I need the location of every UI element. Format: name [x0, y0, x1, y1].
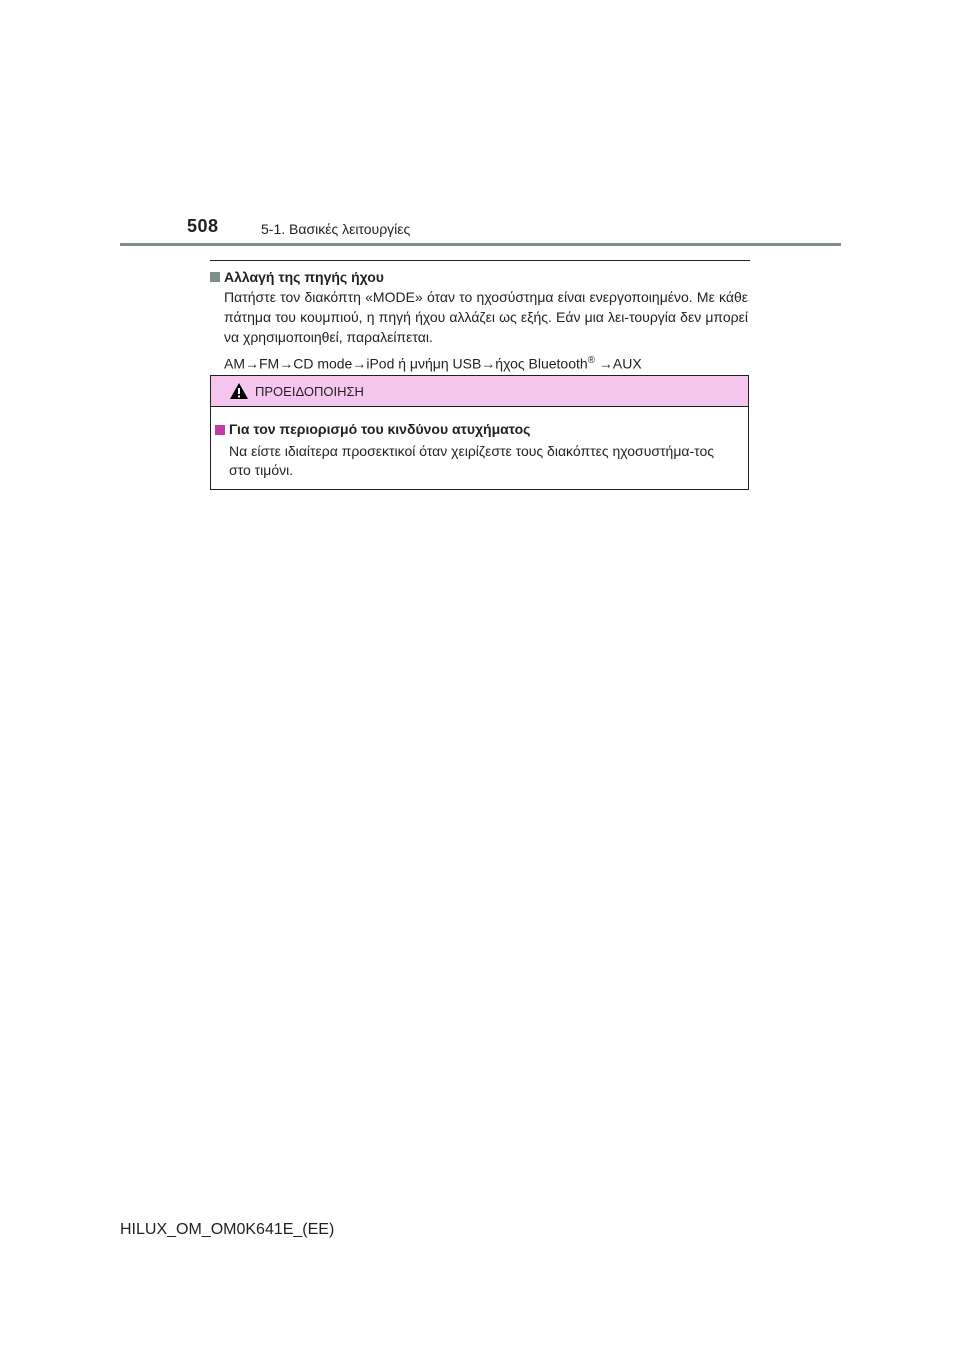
source-sequence-end: →AUX: [595, 355, 642, 372]
topic-heading: [210, 267, 748, 287]
warning-header: [211, 376, 748, 407]
topic-heading-text: Αλλαγή της πηγής ήχου: [224, 269, 384, 285]
warning-title: ΠΡΟΕΙΔΟΠΟΙΗΣΗ: [255, 383, 364, 399]
source-sequence-text: AM→FM→CD mode→iPod ή μνήμη USB→ήχος Bluetooth: [224, 355, 588, 372]
warning-text: Να είστε ιδιαίτερα προσεκτικοί όταν χειρίζεστε τους διακόπτες ηχοσυστήμα-τος στο τιμόνι.: [229, 443, 715, 478]
source-sequence: [224, 351, 748, 374]
topic-paragraph: Πατήστε τον διακόπτη «MODE» όταν το ηχοσύστημα είναι ενεργοποιημένο. Με κάθε πάτημα του κουμπιού, η πηγή ήχου αλλάζει ως εξής. Εάν μια λει-τουργία δεν μπορεί να χρησιμοποιηθεί, παραλείπεται.: [224, 289, 748, 345]
warning-triangle-icon: [229, 382, 249, 400]
square-bullet-icon: [210, 272, 220, 282]
topic-sound-source: [210, 267, 748, 374]
warning-box: [210, 375, 749, 490]
topic-body: [210, 287, 748, 374]
topic-divider: [210, 260, 750, 261]
header-divider: [120, 243, 841, 246]
footer-doc-code: HILUX_OM_OM0K641E_(EE): [120, 1221, 335, 1238]
warning-content: [211, 407, 748, 480]
registered-mark: ®: [587, 355, 596, 366]
section-title: 5-1. Βασικές λειτουργίες: [261, 221, 411, 237]
warning-heading-text: Για τον περιορισμό του κινδύνου ατυχήματος: [229, 421, 531, 437]
warning-heading: [215, 420, 738, 439]
square-bullet-icon: [215, 425, 225, 435]
page-number: 508: [187, 216, 219, 236]
